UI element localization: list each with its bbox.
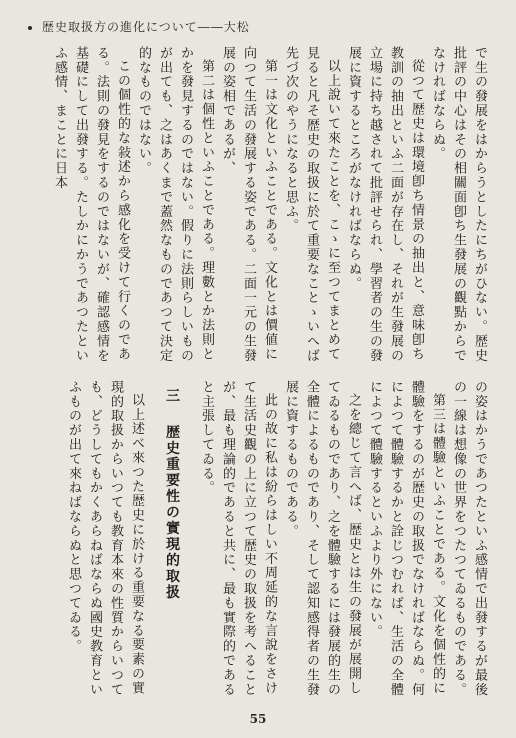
- paragraph: この個性的な敍述から感化を受けて行くのである。法則の發見をするのではないが、確認感情を基礎にして出發する。たしかにかうであつたといふ感情、まことに日本: [52, 46, 130, 363]
- lower-text-block: [28, 380, 490, 700]
- paragraph: 以上說いて來たことを、こゝに至つてまとめて見ると凡そ歴史の取扱に於て重要なことゝいへば先づ次のやうになると思ふ。: [283, 46, 340, 363]
- upper-text-block: [52, 46, 490, 370]
- running-header-title: 歴史取扱方の進化について――大松: [42, 20, 250, 34]
- running-header: [28, 18, 250, 35]
- section-number: 三: [164, 388, 180, 404]
- paragraph: 之を總じて言へば、歴史とは生の發展が展開してゐるものであり、之を體驗するには發展的生の全體によるものであり、そして認知感得者の生發展に資するものである。: [283, 380, 361, 697]
- paragraph: の姿はかうであつたといふ感情で出發するが最後の一線は想像の世界をつたつてゐるものである。: [451, 380, 487, 697]
- paragraph: 第二は個性といふことである。理數とか法則とかを發見するのではない。假りに法則らしいものが出ても、之はあくまで蓋然なものであつて決定的なものではない。: [136, 46, 214, 363]
- section-title: 歴史重要性の實現的取扱: [164, 424, 180, 601]
- bullet-dot: [28, 26, 32, 30]
- paragraph: 第一は文化といふことである。文化とは價値に向つて生活の發展する姿である。二面一元の生發展の姿相であるが、: [220, 46, 277, 363]
- paragraph: 此の故に私は紛らはしい不周延的な言說をさけて生活史觀の上に立つて歴史の取扱を考へることが、最も理論的であると共に、最も實際的であると主張してゐる。: [199, 380, 277, 697]
- paragraph: 從つて歴史は環境卽ち情景の抽出と、意味卽ち教訓の抽出といふ二面が存在し、それが生發展の立場に持ち越されて批評せられ、學習者の生の發展に資するところがなければならぬ。: [346, 46, 424, 363]
- paragraph: 第三は體驗といふことである。文化を個性的に體驗をするのが歴史の取扱でなければならぬ。何によつて體驗するかと詮じつむれば、生活の全體によつて體驗するといふより外にない。: [367, 380, 445, 697]
- paragraph: で生の發展をはからうとしたにちがひない。歴史批評の中心はその相關面卽ち生發展の觀點からでなければならぬ。: [430, 46, 487, 363]
- section-heading: [161, 380, 182, 700]
- page-number: 55: [249, 712, 267, 726]
- paragraph: 以上述べ來つた歴史に於ける重要なる要素の實現的取扱からいつても教育本來の性質からいつても、どうしてもかくあらねばならぬ國史教育といふものが出て來ねばならぬと思つてゐる。: [66, 380, 144, 697]
